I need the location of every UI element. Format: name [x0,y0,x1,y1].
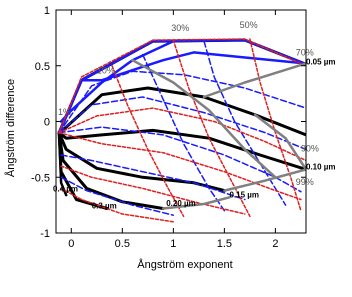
fine-mode-fraction-label: 1% [58,106,72,117]
x-axis-title: Ångström exponent [137,259,233,271]
x-tick-label: 0 [68,238,75,250]
y-tick-label: 1 [43,5,50,17]
fine-mode-fraction-label: 50% [239,19,258,30]
fine-mode-fraction-label: 10% [96,65,115,76]
x-tick-label: 0.5 [114,238,130,250]
particle-size-label: 0.05 µm [306,57,336,67]
fine-mode-fraction-label: 99% [295,177,314,188]
fine-mode-fraction-label: 70% [295,47,314,58]
y-tick-label: 0 [43,116,50,129]
y-tick-label: -1 [40,228,50,240]
particle-size-label: 0.3 µm [91,201,117,211]
fine-mode-fraction-label: 30% [171,23,190,34]
fine-mode-fraction-label: 90% [300,143,319,154]
particle-size-label: 0.20 µm [166,199,196,209]
x-tick-label: 1 [170,238,177,250]
particle-size-label: 0.4 µm [52,184,79,194]
particle-size-label: 0.10 µm [306,162,336,172]
particle-size-label: 0.15 µm [229,190,259,200]
x-tick-label: 2 [272,238,279,250]
y-tick-label: -0.5 [31,172,50,185]
x-tick-label: 1.5 [216,238,233,250]
y-axis-title: Ångström difference [5,78,17,178]
y-tick-label: 0.5 [34,60,50,73]
